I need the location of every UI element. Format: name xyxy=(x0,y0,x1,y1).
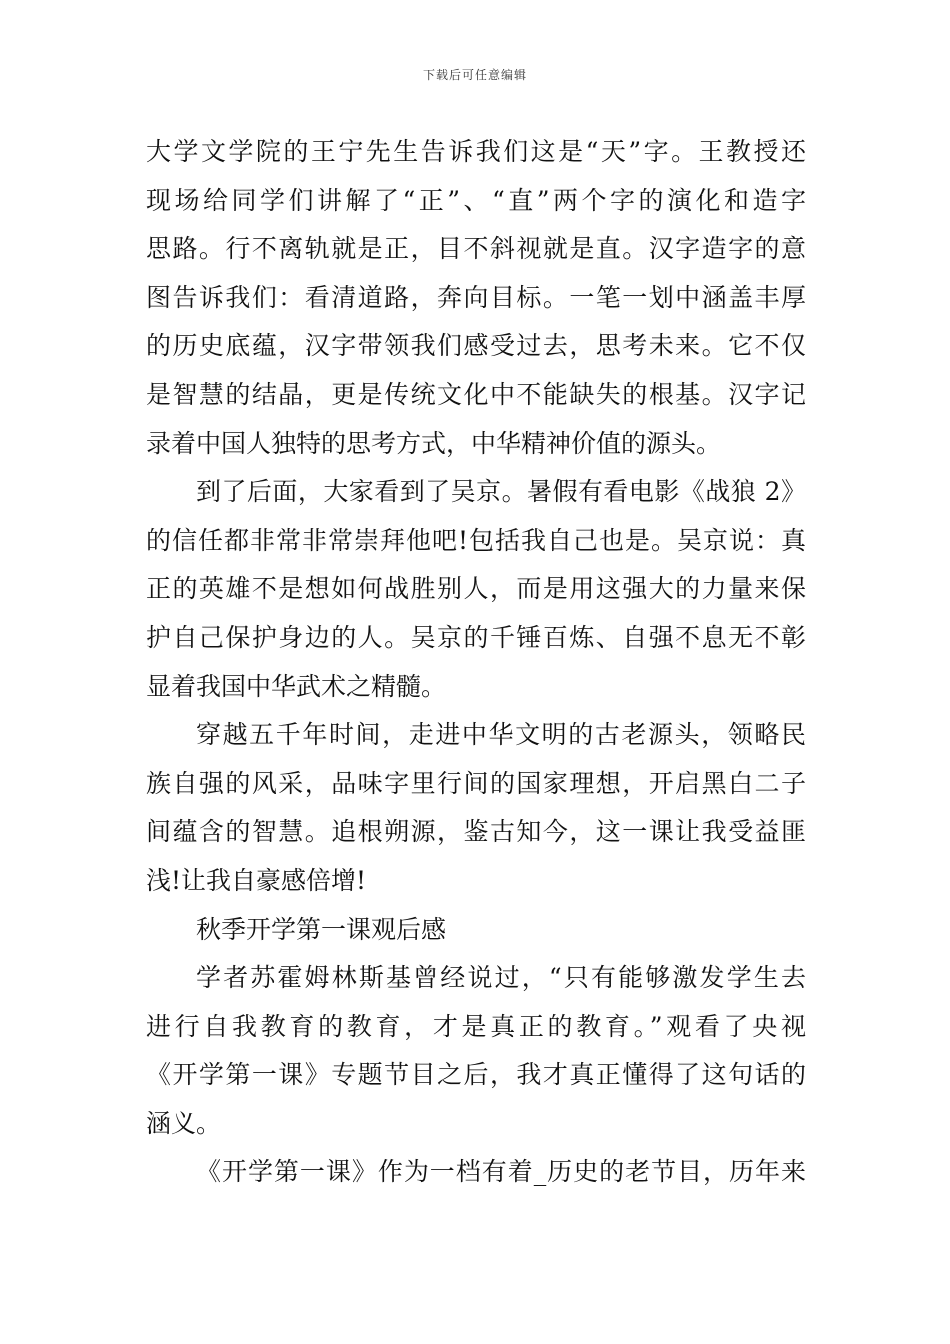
text-line: 《开学第一课》作为一档有着_历史的老节目，历年来 xyxy=(196,1157,806,1187)
text-line: 的历史底蕴，汉字带领我们感受过去，思考未来。它不仅 xyxy=(146,331,806,361)
text-line: 族自强的风采，品味字里行间的国家理想，开启黑白二子 xyxy=(146,768,806,798)
text-line: 显着我国中华武术之精髓。 xyxy=(146,671,447,701)
text-line: 秋季开学第一课观后感 xyxy=(196,914,447,944)
text-line: 现场给同学们讲解了“正”、“直”两个字的演化和造字 xyxy=(146,185,806,215)
text-line: 涵义。 xyxy=(146,1108,222,1138)
text-line: 间蕴含的智慧。追根朔源，鉴古知今，这一课让我受益匪 xyxy=(146,817,806,847)
text-line: 进行自我教育的教育，才是真正的教育。”观看了央视 xyxy=(146,1011,806,1041)
text-line: 穿越五千年时间，走进中华文明的古老源头，领略民 xyxy=(196,720,806,750)
text-line: 正的英雄不是想如何战胜别人，而是用这强大的力量来保 xyxy=(146,574,806,604)
page-header: 下载后可任意编辑 xyxy=(422,68,527,82)
text-line: 到了后面，大家看到了吴京。暑假有看电影《战狼 2》 xyxy=(196,477,806,507)
text-line: 是智慧的结晶，更是传统文化中不能缺失的根基。汉字记 xyxy=(146,379,806,409)
text-line: 思路。行不离轨就是正，目不斜视就是直。汉字造字的意 xyxy=(146,234,806,264)
text-line: 《开学第一课》专题节目之后，我才真正懂得了这句话的 xyxy=(146,1060,806,1090)
text-line: 的信任都非常非常崇拜他吧!包括我自己也是。吴京说：真 xyxy=(146,525,806,555)
text-line: 学者苏霍姆林斯基曾经说过，“只有能够激发学生去 xyxy=(196,963,806,993)
text-line: 图告诉我们：看清道路，奔向目标。一笔一划中涵盖丰厚 xyxy=(146,282,806,312)
text-line: 录着中国人独特的思考方式，中华精神价值的源头。 xyxy=(146,428,722,458)
text-line: 护自己保护身边的人。吴京的千锤百炼、自强不息无不彰 xyxy=(146,622,806,652)
text-line: 浅!让我自豪感倍增! xyxy=(146,865,367,895)
text-line: 大学文学院的王宁先生告诉我们这是“天”字。王教授还 xyxy=(146,137,806,166)
document-body xyxy=(146,128,806,1197)
